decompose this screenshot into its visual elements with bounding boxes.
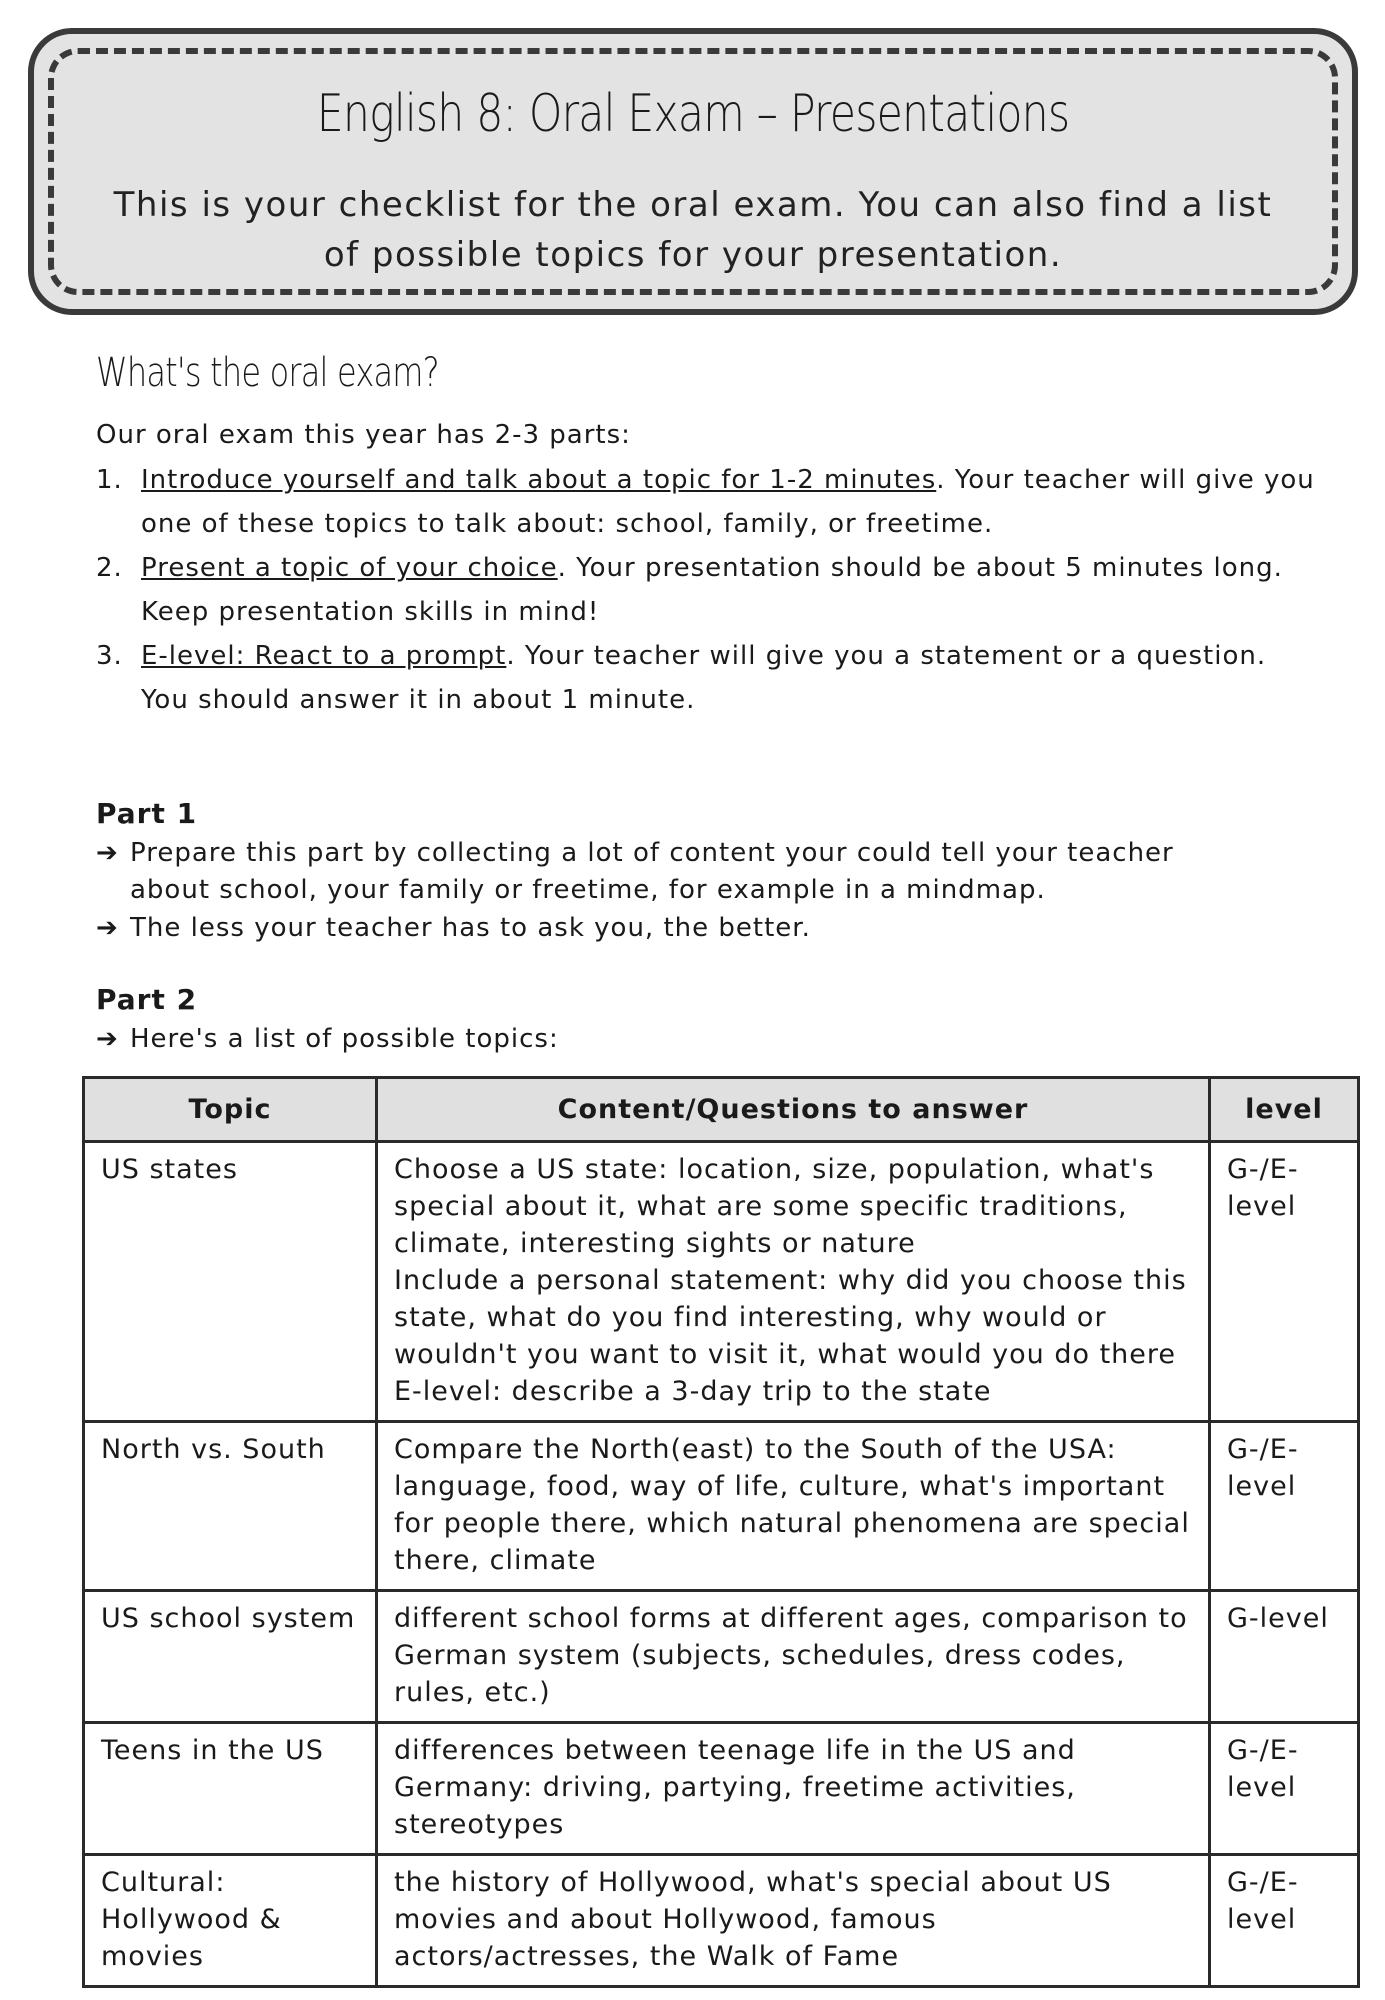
exam-parts-list	[96, 458, 1316, 722]
topic-cell: Cultural: Hollywood & movies	[84, 1855, 377, 1987]
table-row	[84, 1422, 1359, 1591]
part1-label: Part 1	[96, 797, 198, 830]
table-row	[84, 1855, 1359, 1987]
level-cell: G-/E-level	[1210, 1855, 1359, 1987]
content-line: E-level: describe a 3-day trip to the state	[394, 1376, 992, 1407]
list-number: 3.	[96, 641, 123, 671]
level-cell: G-/E-level	[1210, 1422, 1359, 1591]
content-line: Compare the North(east) to the South of the USA: language, food, way of life, culture, what's important for people there, which natural phenomena are special there, climate	[394, 1434, 1190, 1576]
topic-cell: US states	[84, 1142, 377, 1422]
arrow-icon: ➔	[96, 913, 119, 943]
content-line: Choose a US state: location, size, population, what's special about it, what are some specific traditions, climate, interesting sights or nature	[394, 1154, 1155, 1259]
column-header-content: Content/Questions to answer	[377, 1078, 1210, 1142]
part-description: . Your teacher will give you a statement or a question. You should answer it in about 1 minute.	[141, 641, 1267, 715]
list-item	[96, 546, 1316, 634]
part2-point-1	[96, 1021, 1316, 1058]
list-number: 2.	[96, 553, 123, 583]
arrow-icon: ➔	[96, 1024, 119, 1054]
level-cell: G-/E-level	[1210, 1142, 1359, 1422]
table-header-row	[84, 1078, 1359, 1142]
table-row	[84, 1723, 1359, 1855]
part-description: . Your teacher will give you one of these topics to talk about: school, family, or freetime.	[141, 465, 1315, 539]
table-row	[84, 1142, 1359, 1422]
part2-point-1-text: Here's a list of possible topics:	[130, 1024, 559, 1054]
topic-cell: US school system	[84, 1591, 377, 1723]
topic-cell: North vs. South	[84, 1422, 377, 1591]
list-item	[96, 634, 1316, 722]
content-cell	[377, 1591, 1210, 1723]
list-item	[96, 458, 1316, 546]
content-line: differences between teenage life in the US and Germany: driving, partying, freetime activities, stereotypes	[394, 1735, 1076, 1840]
content-line: different school forms at different ages, comparison to German system (subjects, schedules, dress codes, rules, etc.)	[394, 1603, 1188, 1708]
header-box	[28, 28, 1358, 315]
content-cell	[377, 1142, 1210, 1422]
page-subtitle: This is your checklist for the oral exam. You can also find a list of possible topics for your presentation.	[113, 185, 1273, 275]
part1-point-1-continuation: about school, your family or freetime, for example in a mindmap.	[130, 875, 1046, 905]
column-header-topic: Topic	[84, 1078, 377, 1142]
part1-point-1	[96, 835, 1316, 909]
page-title: English 8: Oral Exam – Presentations	[316, 84, 1070, 144]
list-number: 1.	[96, 465, 123, 495]
content-line: Include a personal statement: why did you choose this state, what do you find interesting, why would or wouldn't you want to visit it, what would you do there	[394, 1265, 1187, 1370]
part1-point-2	[96, 910, 1316, 947]
table-row	[84, 1591, 1359, 1723]
column-header-level: level	[1210, 1078, 1359, 1142]
content-cell	[377, 1422, 1210, 1591]
intro-text: Our oral exam this year has 2-3 parts:	[96, 420, 631, 450]
topics-table	[82, 1076, 1360, 1988]
level-cell: G-level	[1210, 1591, 1359, 1723]
part1-point-2-text: The less your teacher has to ask you, the better.	[130, 913, 811, 943]
content-cell	[377, 1723, 1210, 1855]
topic-cell: Teens in the US	[84, 1723, 377, 1855]
arrow-icon: ➔	[96, 838, 119, 868]
part2-label: Part 2	[96, 983, 198, 1016]
content-cell	[377, 1855, 1210, 1987]
section-heading: What's the oral exam?	[96, 350, 439, 396]
part-title: Present a topic of your choice	[141, 553, 558, 583]
content-line: the history of Hollywood, what's special about US movies and about Hollywood, famous actors/actresses, the Walk of Fame	[394, 1867, 1112, 1972]
part1-point-1-text: Prepare this part by collecting a lot of content your could tell your teacher	[130, 838, 1174, 868]
level-cell: G-/E-level	[1210, 1723, 1359, 1855]
part-description: . Your presentation should be about 5 minutes long. Keep presentation skills in mind!	[141, 553, 1283, 627]
part-title: E-level: React to a prompt	[141, 641, 507, 671]
part-title: Introduce yourself and talk about a topic for 1-2 minutes	[141, 465, 937, 495]
